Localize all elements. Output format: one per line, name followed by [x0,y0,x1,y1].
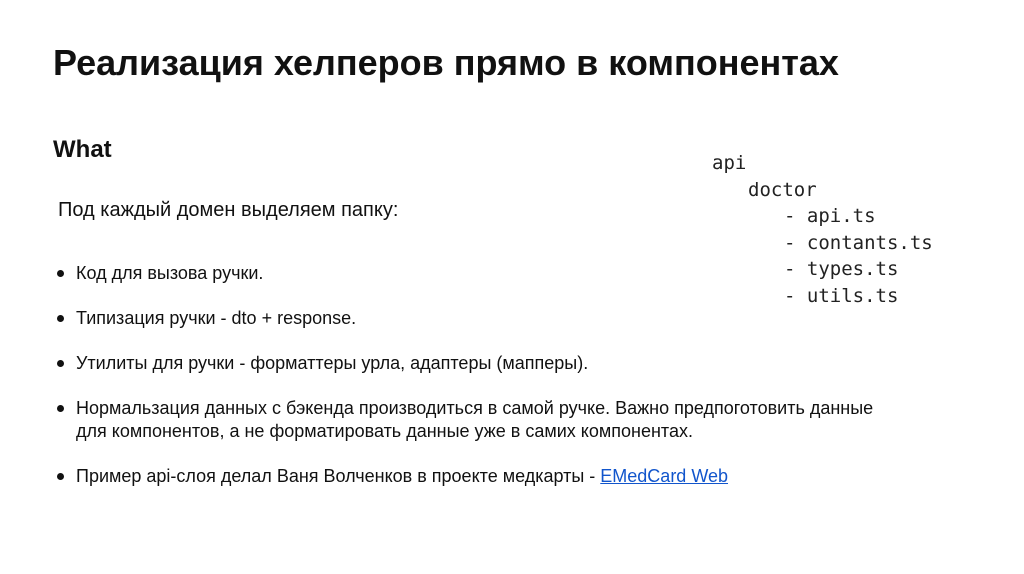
bullet-item: Утилиты для ручки - форматтеры урла, адаптеры (мапперы). [54,352,874,375]
tree-root-folder: api [712,152,747,174]
tree-file: - api.ts [784,205,876,227]
section-heading: What [53,136,112,163]
bullet-item: Нормальзация данных с бэкенда производиться в самой ручке. Важно предпоготовить данные для компонентов, а не форматировать данные уже в самих компонентах. [54,397,874,443]
bullet-example-text: Пример api-слоя делал Ваня Волченков в проекте медкарты - [76,466,601,486]
tree-file: - utils.ts [784,284,899,307]
tree-file: - types.ts [784,258,899,280]
bullet-item: Типизация ручки - dto + response. [54,307,874,330]
bullet-item: Код для вызова ручки. [54,262,874,285]
intro-text: Под каждый домен выделяем папку: [58,199,399,221]
tree-subfolder: doctor [748,178,817,201]
tree-file: - contants.ts [784,231,933,254]
emedcard-web-link[interactable]: EMedCard Web [600,466,729,486]
folder-tree [712,150,933,309]
slide-title: Реализация хелперов прямо в компонентах [53,42,839,83]
bullet-item-example [54,465,874,488]
